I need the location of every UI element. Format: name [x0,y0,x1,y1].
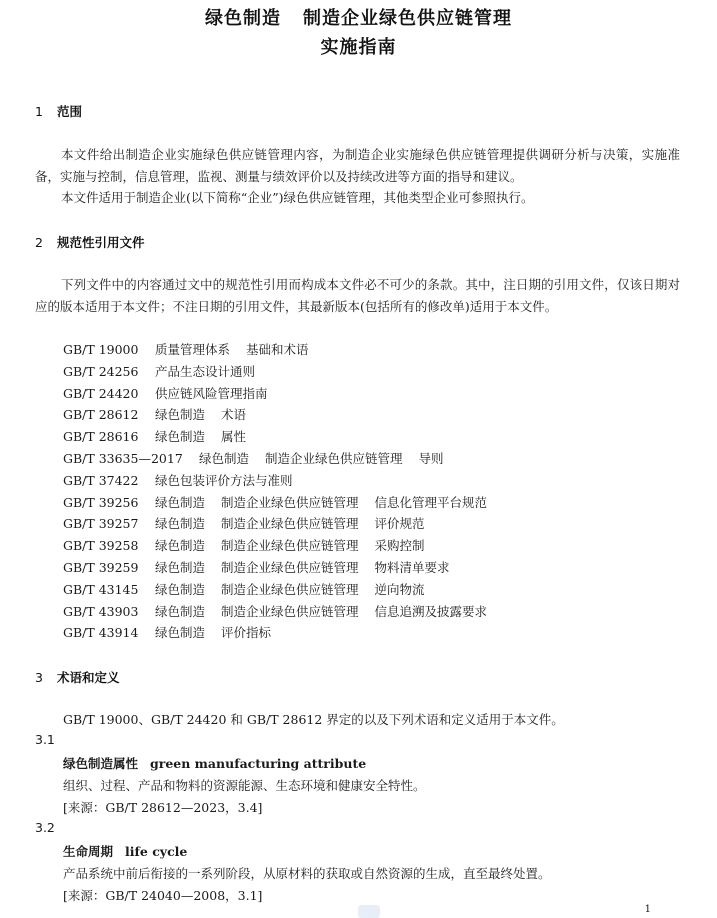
reference-item [63,514,425,532]
reference-title-part: 绿色制造 [199,451,250,466]
reference-code: GB/T 33635—2017 [63,451,183,466]
term-heading: 绿色制造属性 green manufacturing attribute [63,756,367,771]
reference-item [63,362,255,380]
reference-item [63,471,293,489]
reference-title-part: 采购控制 [374,538,425,554]
reference-item [63,558,450,576]
document-title-line1 [0,4,717,30]
reference-title-part: 绿色制造 [155,407,206,423]
reference-code: GB/T 39259 [63,560,139,575]
reference-code: GB/T 37422 [63,472,139,488]
reference-title-part: 制造企业绿色供应链管理 [265,451,403,466]
scope-paragraph-2: 本文件适用于制造企业(以下简称“企业”)绿色供应链管理，其他类型企业可参照执行。 [61,190,534,205]
term-source: [来源：GB/T 28612—2023，3.4] [63,800,263,815]
reference-title-part: 评价规范 [374,516,425,532]
reference-code: GB/T 39256 [63,494,139,510]
section-heading-normative-references: 2 规范性引用文件 [35,235,145,250]
reference-code: GB/T 43914 [63,625,139,641]
reference-title-part: 绿色制造 [155,429,206,445]
reference-title-part: 绿色制造 [155,625,206,641]
reference-item [63,405,246,423]
title-part-b: 制造企业绿色供应链管理 [303,8,512,29]
reference-title-part: 制造企业绿色供应链管理 [221,581,359,597]
reference-title-part: 绿色制造 [155,603,206,619]
reference-title-part: 基础和术语 [246,342,309,357]
reference-title-part: 导则 [418,451,444,466]
reference-title-part: 信息追溯及披露要求 [374,603,488,619]
reference-title-part: 信息化管理平台规范 [374,494,488,510]
reference-title-part: 评价指标 [221,625,272,641]
term-heading: 生命周期 life cycle [63,844,188,859]
page-number: 1 [644,904,651,915]
reference-title-part: 术语 [221,407,247,423]
reference-item [63,536,425,554]
reference-title-part: 物料清单要求 [374,560,450,575]
reference-title-part: 供应链风险管理指南 [155,385,268,401]
reference-title-part: 绿色制造 [155,538,206,554]
reference-item [63,449,444,467]
reference-title-part: 绿色制造 [155,581,206,597]
reference-title-part: 绿色制造 [155,516,206,532]
reference-title-part: 绿色制造 [155,560,206,575]
reference-item [63,340,309,358]
reference-title-part: 制造企业绿色供应链管理 [221,516,359,532]
reference-item [63,493,487,511]
term-source: [来源：GB/T 24040—2008，3.1] [63,888,263,903]
reference-item [63,384,268,402]
reference-code: GB/T 24256 [63,363,139,379]
reference-item [63,623,271,641]
scope-paragraph-1: 本文件给出制造企业实施绿色供应链管理内容，为制造企业实施绿色供应链管理提供调研分析与决策，实施准备，实施与控制，信息管理，监视、测量与绩效评价以及持续改进等方面的指导和建议。 [35,147,680,184]
reference-title-part: 制造企业绿色供应链管理 [221,560,359,575]
reference-code: GB/T 28616 [63,429,139,445]
term-definition: 组织、过程、产品和物料的资源能源、生态环境和健康安全特性。 [63,778,426,793]
terms-intro: GB/T 19000、GB/T 24420 和 GB/T 28612 界定的以及下列术语和定义适用于本文件。 [63,712,564,727]
section-heading-terms: 3 术语和定义 [35,670,120,685]
document-title-line2: 实施指南 [320,37,397,58]
reference-code: GB/T 43145 [63,581,139,597]
reference-item [63,580,425,598]
section-heading-scope: 1 范围 [35,104,83,119]
reference-title-part: 制造企业绿色供应链管理 [221,603,359,619]
reference-title-part: 制造企业绿色供应链管理 [221,494,359,510]
reference-title-part: 产品生态设计通则 [155,363,256,379]
reference-title-part: 绿色制造 [155,494,206,510]
reference-item [63,427,246,445]
reference-title-part: 质量管理体系 [155,342,231,357]
reference-code: GB/T 39258 [63,538,139,554]
reference-code: GB/T 39257 [63,516,139,532]
normative-intro-paragraph: 下列文件中的内容通过文中的规范性引用而构成本文件必不可少的条款。其中，注日期的引用文件，仅该日期对应的版本适用于本文件；不注日期的引用文件，其最新版本(包括所有的修改单)适用于本文件。 [35,277,680,314]
clause-number: 3.2 [35,820,55,835]
reference-title-part: 制造企业绿色供应链管理 [221,538,359,554]
reference-code: GB/T 43903 [63,603,139,619]
term-definition: 产品系统中前后衔接的一系列阶段，从原材料的获取或自然资源的生成，直至最终处置。 [63,866,551,881]
reference-code: GB/T 19000 [63,342,139,357]
reference-title-part: 绿色包装评价方法与准则 [155,472,293,488]
reference-item [63,602,487,620]
reference-title-part: 逆向物流 [374,581,425,597]
reference-code: GB/T 28612 [63,407,139,423]
reference-title-part: 属性 [221,429,247,445]
watermark-fragment [358,905,380,918]
clause-number: 3.1 [35,732,55,747]
title-part-a: 绿色制造 [205,8,281,29]
reference-code: GB/T 24420 [63,385,139,401]
